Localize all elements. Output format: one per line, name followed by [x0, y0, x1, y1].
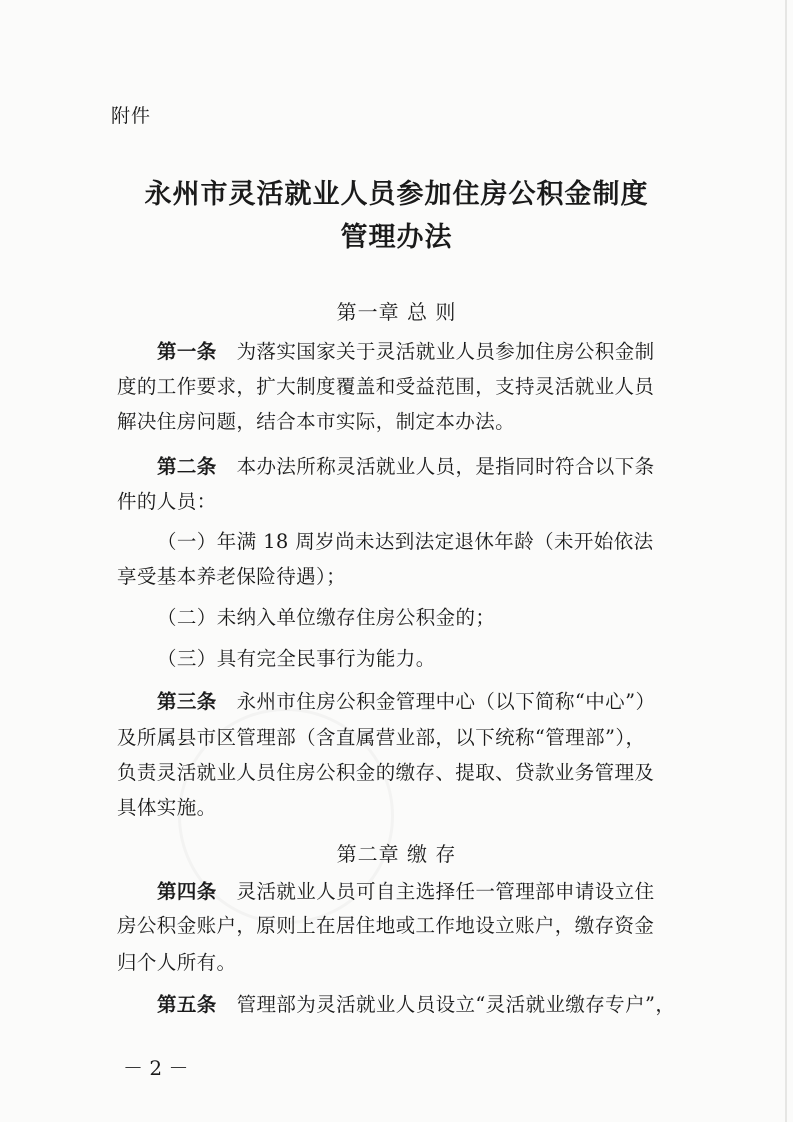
article-2-line2: 件的人员： — [117, 490, 217, 513]
article-1-label: 第一条 — [157, 340, 217, 363]
article-2-label: 第二条 — [157, 455, 217, 478]
chapter-heading-2: 第二章 缴 存 — [336, 842, 457, 866]
article-3-line2: 及所属县市区管理部（含直属营业部，以下统称“管理部”）， — [117, 726, 646, 749]
article-2-item3: （三）具有完全民事行为能力。 — [157, 647, 436, 670]
article-1-line3: 解决住房问题，结合本市实际，制定本办法。 — [117, 410, 516, 433]
article-2-line1: 第二条 本办法所称灵活就业人员，是指同时符合以下条 — [157, 455, 655, 478]
article-1-line2: 度的工作要求，扩大制度覆盖和受益范围，支持灵活就业人员 — [117, 375, 655, 398]
page-number: － 2 － — [123, 1056, 189, 1080]
page-edge — [785, 0, 787, 1122]
article-5-label: 第五条 — [157, 993, 217, 1016]
attachment-label: 附件 — [111, 105, 152, 127]
article-2-item1-line2: 享受基本养老保险待遇）； — [117, 565, 347, 588]
article-3-line4: 具体实施。 — [117, 796, 217, 819]
article-3-label: 第三条 — [157, 690, 217, 713]
article-4-line2: 房公积金账户，原则上在居住地或工作地设立账户，缴存资金 — [117, 914, 655, 937]
document-title-line2: 管理办法 — [340, 222, 453, 253]
document-title-line1: 永州市灵活就业人员参加住房公积金制度 — [144, 179, 649, 210]
article-2-item1-line1: （一）年满 18 周岁尚未达到法定退休年龄（未开始依法 — [157, 530, 654, 553]
article-3-line3: 负责灵活就业人员住房公积金的缴存、提取、贷款业务管理及 — [117, 761, 655, 784]
article-4-line3: 归个人所有。 — [117, 951, 237, 974]
chapter-heading-1: 第一章 总 则 — [336, 300, 457, 324]
article-4-label: 第四条 — [157, 880, 217, 903]
article-4-line1: 第四条 灵活就业人员可自主选择任一管理部申请设立住 — [157, 880, 655, 903]
article-1-line1: 第一条 为落实国家关于灵活就业人员参加住房公积金制 — [157, 340, 655, 363]
article-5-line1: 第五条 管理部为灵活就业人员设立“灵活就业缴存专户”， — [157, 993, 676, 1016]
article-3-line1: 第三条 永州市住房公积金管理中心（以下简称“中心”） — [157, 690, 656, 713]
article-2-item2: （二）未纳入单位缴存住房公积金的； — [157, 606, 496, 629]
